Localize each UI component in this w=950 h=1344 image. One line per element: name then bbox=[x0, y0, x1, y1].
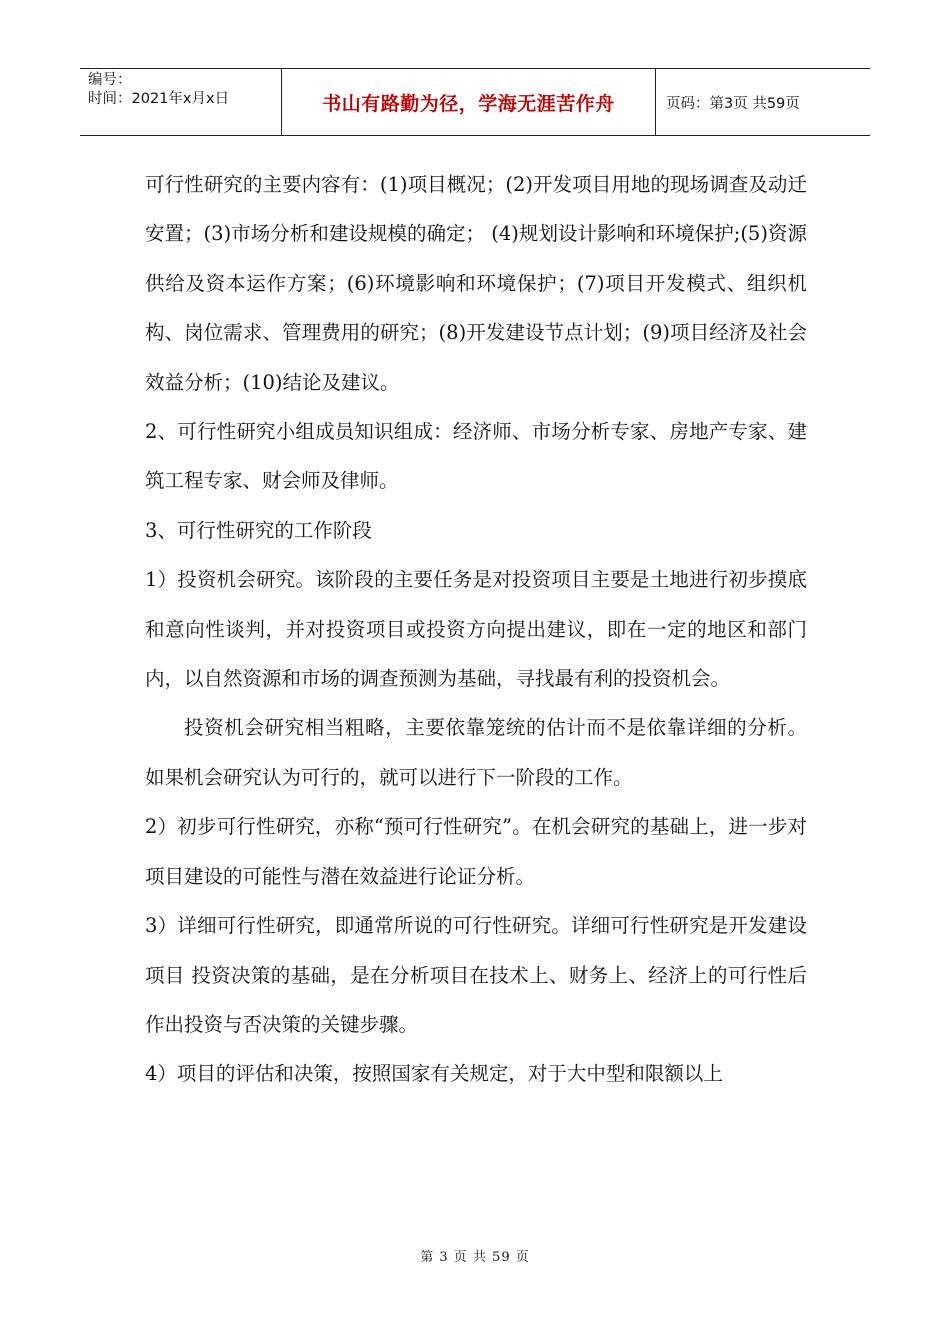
paragraph-opportunity-study: 1）投资机会研究。该阶段的主要任务是对投资项目主要是土地进行初步摸底和意向性谈判，并对投资项目或投资方向提出建议，即在一定的地区和部门内，以自然资源和市场的调查预测为基础，寻找最有利的投资机会。 bbox=[145, 568, 807, 691]
serial-label: 编号： bbox=[88, 72, 132, 88]
header-page-info: 页码：第3页 共59页 bbox=[666, 95, 800, 112]
paragraph-research-contents: 可行性研究的主要内容有：(1)项目概况；(2)开发项目用地的现场调查及动迁安置；(3)市场分析和建设规模的确定； (4)规划设计影响和环境保护;(5)资源供给及资本运作方案；(6)环境影响和环境保护；(7)项目开发模式、组织机构、岗位需求、管理费用的研究；(8)开发建设节点计划；(9)项目经济及社会效益分析；(10)结论及建议。 bbox=[145, 173, 807, 394]
header-meta bbox=[80, 69, 282, 135]
paragraph-team-composition: 2、可行性研究小组成员知识组成：经济师、市场分析专家、房地产专家、建筑工程专家、财会师及律师。 bbox=[145, 420, 807, 493]
page-footer: 第 3 页 共 59 页 bbox=[420, 1250, 530, 1265]
document-body bbox=[145, 160, 807, 1099]
header-motto: 书山有路勤为径，学海无涯苦作舟 bbox=[282, 69, 656, 135]
date-label: 时间：2021年x月x日 bbox=[88, 91, 230, 107]
paragraph-evaluation-decision: 4）项目的评估和决策，按照国家有关规定，对于大中型和限额以上 bbox=[145, 1062, 723, 1086]
paragraph-work-stages-heading: 3、可行性研究的工作阶段 bbox=[145, 518, 372, 542]
paragraph-opportunity-study-note: 投资机会研究相当粗略，主要依靠笼统的估计而不是依靠详细的分析。如果机会研究认为可行的，就可以进行下一阶段的工作。 bbox=[145, 716, 807, 789]
page-header bbox=[80, 68, 870, 136]
paragraph-preliminary-study: 2）初步可行性研究，亦称“预可行性研究”。在机会研究的基础上，进一步对项目建设的可能性与潜在效益进行论证分析。 bbox=[145, 815, 807, 888]
paragraph-detailed-study: 3）详细可行性研究，即通常所说的可行性研究。详细可行性研究是开发建设项目 投资决策的基础，是在分析项目在技术上、财务上、经济上的可行性后作出投资与否决策的关键步骤。 bbox=[145, 914, 807, 1036]
